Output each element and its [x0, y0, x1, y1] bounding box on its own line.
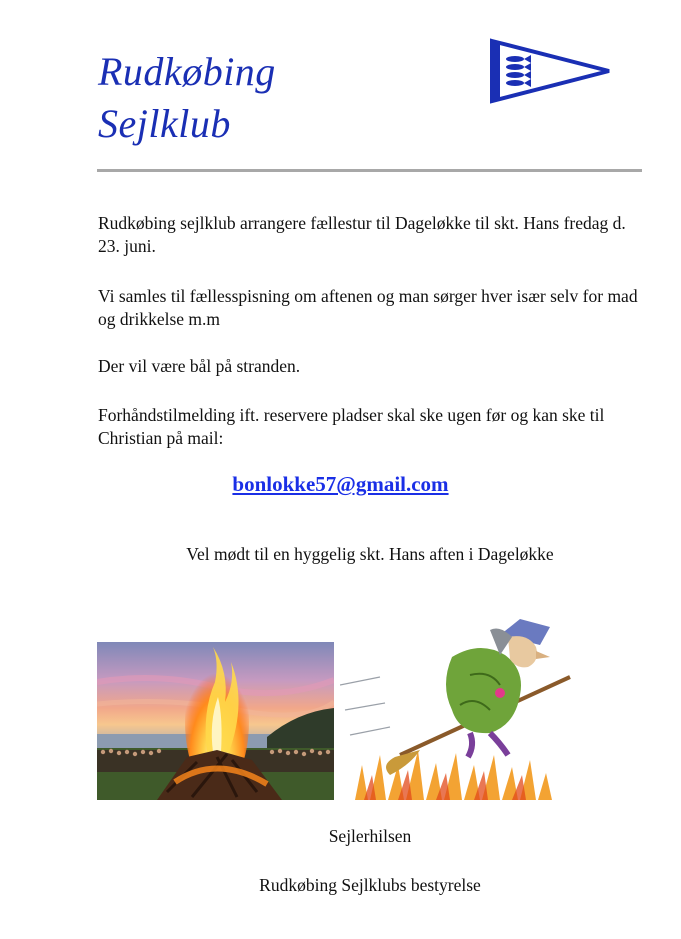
bonfire-photo [97, 642, 334, 800]
paragraph-registration: Forhåndstilmelding ift. reservere pladser skal ske ugen før og kan ske til Christian på mail: [98, 405, 605, 448]
welcome-line: Vel mødt til en hyggelig skt. Hans aften i Dageløkke [186, 544, 554, 564]
header-divider [97, 169, 642, 172]
club-pennant-icon [489, 38, 613, 104]
club-title-line1: Rudkøbing [98, 49, 276, 94]
email-link[interactable]: bonlokke57@gmail.com [232, 472, 449, 496]
signature-line: Rudkøbing Sejlklubs bestyrelse [259, 875, 481, 895]
club-title-line2: Sejlklub [98, 101, 231, 146]
paragraph-bonfire: Der vil være bål på stranden. [98, 356, 301, 376]
club-title [98, 46, 276, 150]
greeting-line: Sejlerhilsen [328, 826, 412, 846]
paragraph-dinner: Vi samles til fællesspisning om aftenen og man sørger hver især selv for mad og drikkelse m.m [98, 286, 638, 329]
paragraph-event: Rudkøbing sejlklub arrangere fællestur til Dageløkke til skt. Hans fredag d. 23. juni. [98, 213, 626, 256]
witch-on-broom-drawing [340, 615, 580, 805]
